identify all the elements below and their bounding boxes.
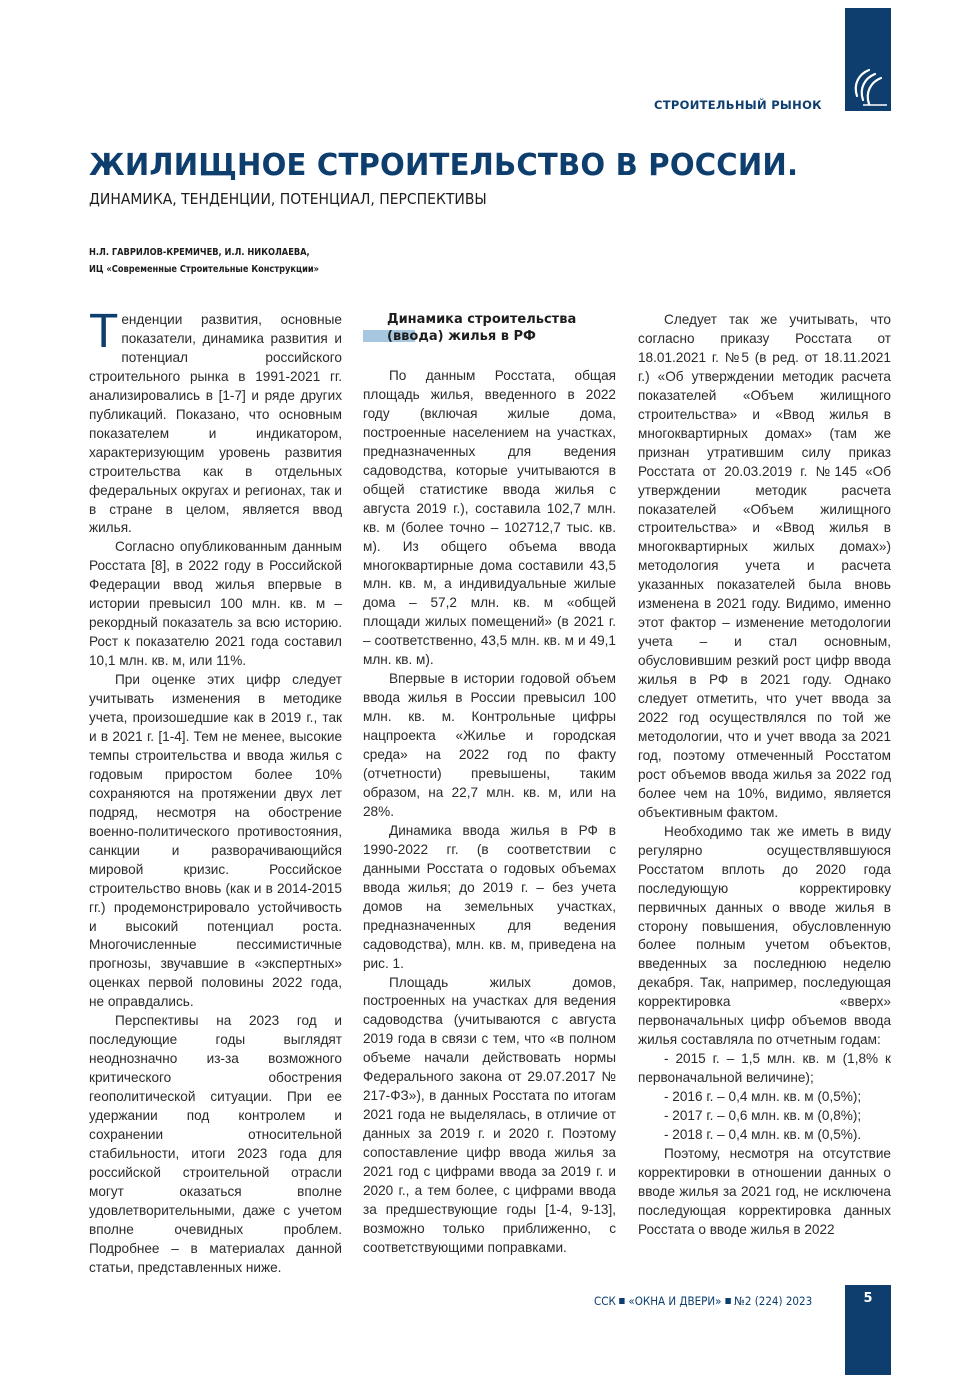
page-number-box [845, 1285, 891, 1375]
column-3 [638, 311, 891, 1240]
paragraph: Площадь жилых домов, построенных на участках для ведения садоводства (учитываются с августа 2019 года в связи с тем, что «в полном объеме начали действовать нормы Федерального закона от 29.07.2017 № 217-ФЗ»), в данных Росстата по итогам 2021 года не выделялась, в отличие от данных за 2019 г. и 2020 г. Поэтому сопоставление цифр ввода жилья за 2021 год с цифрами ввода за 2019 г. и 2020 г., а тем более, с цифрами ввода за предшествующие годы [1-4, 9-13], возможно только приближенно, с соответствующими поправками. [363, 974, 616, 1255]
section-label: СТРОИТЕЛЬНЫЙ РЫНОК [654, 98, 822, 112]
article-title: ЖИЛИЩНОЕ СТРОИТЕЛЬСТВО В РОССИИ. [89, 148, 799, 183]
issue-number: №2 (224) 2023 [734, 1294, 813, 1308]
list-item: - 2018 г. – 0,4 млн. кв. м (0,5%). [664, 1126, 862, 1142]
column-1 [89, 305, 342, 1278]
paragraph: Поэтому, несмотря на отсутствие корректировки в отношении данных о вводе жилья за 2021 год, не исключена последующая корректировка данных Росстата о вводе жилья в 2022 [638, 1145, 891, 1237]
paragraph: Динамика ввода жилья в РФ в 1990-2022 гг. (в соответствии с данными Росстата о годовых объемах ввода жилья; до 2019 г. – без учета домов на земельных участках, предназначенных для ведения садоводства), млн. кв. м, приведена на рис. 1. [363, 822, 616, 971]
paragraph: Тенденции развития, основные показатели, динамика развития и потенциал российского строительного рынка в 1991-2021 гг. анализировались в [1-7] и ряде других публикаций. Показано, что основным показателем и индикатором, характеризующим уровень развития строительства как в отдельных федеральных округах и регионах, так и в стране в целом, является ввод жилья. [89, 305, 342, 536]
square-bullet-icon [725, 1298, 730, 1304]
paragraph: Следует так же учитывать, что согласно приказу Росстата от 18.01.2021 г. №5 (в ред. от 18.11.2021 г.) «Об утверждении методик расчета показателей «Объем жилищного строительства» и «Ввод жилья в многоквартирных домах» (там же признан утратившим силу приказ Росстата от 20.03.2019 г. №145 «Об утверждении методик расчета показателей «Объем жилищного строительства» и «Ввод жилья в многоквартирных жилых домах») методология учета и расчета указанных показателей была вновь изменена в 2021 году. Видимо, именно этот фактор – изменение методологии учета – и стал основным, обусловившим резкий рост цифр ввода жилья в РФ в 2021 году. Однако следует отметить, что учет ввода за 2022 год осуществлялся по той же методологии, что и учет ввода за 2021 год, поэтому отмеченный Росстатом рост объемов ввода жилья за 2022 год более чем на 10%, видимо, является объективным фактом. [638, 312, 891, 820]
list-item: - 2016 г. – 0,4 млн. кв. м (0,5%); [664, 1089, 862, 1105]
paragraph: По данным Росстата, общая площадь жилья, введенного в 2022 году (включая жилые дома, построенные населением на участках, предназначенных для ведения садоводства, которые учитываются в общей статистике ввода жилья с августа 2019 г.), составила 102,7 млн. кв. м (более точно – 102712,7 тыс. кв. м). Из общего объема ввода многоквартирные дома составили 43,5 млн. кв. м, а индивидуальные жилые дома – 57,2 млн. кв. м «общей площади жилых помещений» (в 2021 г. – соответственно, 43,5 млн. кв. м и 49,1 млн. кв. м). [363, 368, 616, 668]
page-number: 5 [863, 1291, 873, 1306]
list-item: - 2015 г. – 1,5 млн. кв. м (1,8% к первоначальной величине); [638, 1051, 891, 1086]
publisher: ССК [594, 1294, 616, 1308]
paragraph: Согласно опубликованным данным Росстата [8], в 2022 году в Российской Федерации ввод жилья впервые в истории превысил 100 млн. кв. м – рекордный показатель за всю историю. Рост к показателю 2021 года составил 10,1 млн. кв. м, или 11%. [89, 539, 342, 669]
article-subtitle: ДИНАМИКА, ТЕНДЕНЦИИ, ПОТЕНЦИАЛ, ПЕРСПЕКТИВЫ [89, 190, 487, 208]
paragraph: Перспективы на 2023 год и последующие годы выглядят неоднозначно из-за возможного критического обострения геополитической ситуации. При ее удержании под контролем и сохранении относительной стабильности, итоги 2023 года для российской строительной отрасли могут оказаться вполне удовлетворительными, даже с учетом вполне очевидных проблем. Подробнее – в материалах данной статьи, представленных ниже. [89, 1013, 342, 1275]
magazine-logo-icon [849, 66, 889, 108]
footer-issue-line [594, 1294, 812, 1308]
list-item: - 2017 г. – 0,6 млн. кв. м (0,8%); [664, 1108, 862, 1124]
column-2 [363, 311, 616, 1258]
drop-cap: Т [89, 305, 119, 358]
paragraph: Необходимо так же иметь в виду регулярно осуществлявшуюся Росстатом вплоть до 2020 года последующую корректировку первичных данных о вводе жилья в сторону повышения, обусловленную более полным учетом объектов, введенных за последнюю неделю декабря. Так, например, последующая корректировка «вверх» первоначальных цифр объемов ввода жилья составляла по отчетным годам: [638, 823, 891, 1048]
paragraph: Впервые в истории годовой объем ввода жилья в России превысил 100 млн. кв. м. Контрольные цифры нацпроекта «Жилье и городская среда» на 2022 год по факту (отчетности) превышены, таким образом, на 22,7 млн. кв. м, или на 28%. [363, 671, 616, 819]
top-brand-bar [845, 8, 891, 111]
section-subheading: Динамика строительства (ввода) жилья в РФ [363, 311, 616, 345]
author-block [89, 244, 319, 278]
magazine-name: «ОКНА И ДВЕРИ» [628, 1294, 722, 1308]
authors: Н.Л. ГАВРИЛОВ-КРЕМИЧЕВ, И.Л. НИКОЛАЕВА, [89, 247, 310, 258]
paragraph: При оценке этих цифр следует учитывать изменения в методике учета, произошедшие как в 2019 г., так и в 2021 г. [1-4]. Тем не менее, высокие темпы строительства и ввода жилья с годовым приростом более 10% сохраняются на протяжении двух лет подряд, несмотря на обострение военно-политического противостояния, санкции и разворачивающийся мировой кризис. Российское строительство вновь (как и в 2014-2015 гг.) продемонстрировало устойчивость и высокий потенциал роста. Многочисленные пессимистичные прогнозы, звучавшие в «экспертных» оценках первой половины 2022 года, не оправдались. [89, 672, 342, 1010]
affiliation: ИЦ «Современные Строительные Конструкции» [89, 264, 320, 275]
square-bullet-icon [619, 1298, 624, 1304]
